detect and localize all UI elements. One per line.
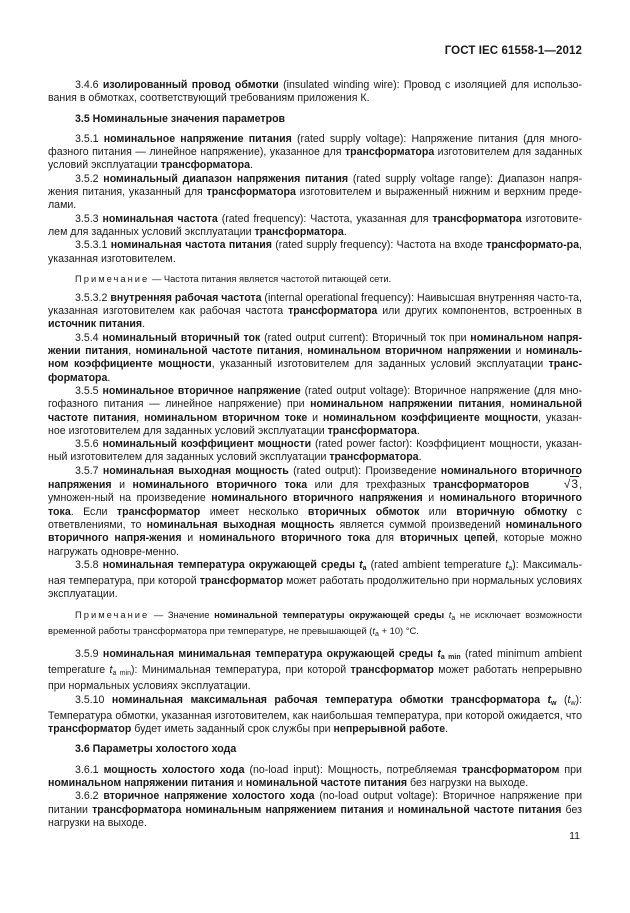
clause-text: и xyxy=(383,803,398,816)
term-ref: трансформатора xyxy=(432,212,522,225)
note-1 xyxy=(48,273,582,285)
symbol: t xyxy=(567,693,571,706)
term: номинальная выходная мощность xyxy=(102,464,289,477)
clause-text: или для трехфазных xyxy=(307,479,433,492)
clause-text: и xyxy=(234,777,246,790)
clause-text: , указан-ное изготовителем для заданных условий эксплуатации xyxy=(48,411,583,437)
symbol-subscript: a min xyxy=(440,653,461,661)
page-number: 11 xyxy=(569,830,580,842)
clause-text: ): Максималь-ная температура, при которой xyxy=(48,558,582,588)
clause-text: . xyxy=(418,451,422,464)
clause-text: (no-load output voltage): Вторичное напряжение при питании xyxy=(48,790,582,816)
symbol: t xyxy=(505,558,509,571)
clause-text: (no-load input): Мощность, потребляемая xyxy=(244,763,462,776)
clause-number: 3.5.3.1 xyxy=(75,239,111,252)
note-text: — Частота питания является частотой питающей сети. xyxy=(149,272,392,284)
clause-3-5-8 xyxy=(48,559,582,602)
clause-text: без нагрузки на выходе. xyxy=(407,777,529,790)
term-ref: номинального вторичного тока xyxy=(199,532,371,545)
term-ref: номинального вторичного напряжения xyxy=(211,492,423,505)
symbol-subscript: a xyxy=(362,564,367,572)
clause-text: изготовите-лем для заданных условий эксплуатации xyxy=(48,212,582,238)
clause-3-5-3-2 xyxy=(48,292,582,332)
clause-text: и xyxy=(181,532,199,545)
term-ref: трансформатор xyxy=(48,723,132,736)
term-ref: трансформатора xyxy=(206,186,296,199)
clause-3-5-10 xyxy=(48,694,582,737)
term: номинальный вторичный ток xyxy=(102,331,261,344)
symbol: t xyxy=(109,663,113,676)
clause-3-6-2 xyxy=(48,790,582,830)
standard-header: ГОСТ IEC 61558-1—2012 xyxy=(444,45,582,57)
term-ref: номинальном напря-жении питания xyxy=(48,331,582,358)
term-ref: источник питания xyxy=(48,318,143,331)
term-ref: трансформатора xyxy=(327,424,417,437)
term-ref: номинальной температуры окружающей среды xyxy=(214,608,445,620)
symbol-subscript: a xyxy=(375,630,379,638)
term: вторичное напряжение холостого хода xyxy=(103,790,315,803)
term: номинальная частота xyxy=(102,212,218,225)
note-text: + 10) °С. xyxy=(378,624,419,636)
note-label: Примечание xyxy=(75,608,150,620)
clause-text: с ответвлениями, то xyxy=(48,505,582,531)
clause-text: при xyxy=(559,763,582,776)
term: внутренняя рабочая частота xyxy=(110,291,262,304)
term-ref: трансформатор xyxy=(350,663,434,676)
term-ref: вторичных обмоток xyxy=(307,505,420,518)
clause-text: . xyxy=(445,723,449,736)
term-ref: трансформатора xyxy=(329,451,419,464)
clause-text: , xyxy=(501,398,510,411)
clause-text: (insulated winding wire): Провод с изоляцией для использо-вания в обмотках, соответствующий требованиям приложения К. xyxy=(48,79,582,105)
clause-3-6-1 xyxy=(48,764,582,791)
symbol-subscript: a xyxy=(508,564,513,572)
term-ref: трансформатора xyxy=(288,305,378,318)
clause-text: (rated supply voltage): Напряжение питания (для много-фазного питания — линейное напряжение), указанное для xyxy=(48,132,582,159)
clause-3-5-3-1 xyxy=(48,239,582,266)
clause-number: 3.6.2 xyxy=(75,790,104,803)
term-ref: трансформато-ра xyxy=(486,239,580,252)
term: номинальный диапазон напряжения питания xyxy=(103,172,349,185)
clause-number: 3.5.1 xyxy=(75,132,104,145)
symbol: t xyxy=(372,624,376,636)
clause-3-5-1 xyxy=(48,133,582,173)
clause-text: , xyxy=(299,345,308,358)
note-text: не исключает возможности временной работы трансформатора при температуре, не превышающей ( xyxy=(48,608,582,636)
clause-3-5-6 xyxy=(48,438,582,465)
clause-number: 3.5.4 xyxy=(75,331,103,344)
term-ref: номинальном вторичном токе xyxy=(144,411,308,424)
clause-text: изготовителем и выраженный нижним и верхним преде-лами. xyxy=(48,186,582,212)
term-ref: трансформатор xyxy=(116,505,201,518)
term-ref: трансформатора xyxy=(160,159,251,172)
clause-text: (rated output current): Вторичный ток при xyxy=(260,331,471,344)
clause-text: . xyxy=(416,424,420,437)
symbol-subscript: a min xyxy=(112,669,132,677)
clause-text: ): Температура обмотки, указанная изготовителем, как наибольшая температура, при которой ожидается, что xyxy=(48,693,582,722)
term-ref: трансформаторов xyxy=(432,479,530,492)
term-ref: номинальном коэффициенте мощности xyxy=(322,411,539,424)
term: номинальный коэффициент мощности xyxy=(102,438,312,451)
clause-text: (rated output voltage): Вторичное напряжение (для мно-гофазного питания — линейное напряжение) при xyxy=(48,384,582,411)
clause-text: , которые можно нагружать одновре-менно. xyxy=(48,532,582,558)
term: изолированный провод обмотки xyxy=(102,79,279,91)
clause-text: , xyxy=(128,345,136,358)
clause-number: 3.6.1 xyxy=(75,763,104,776)
clause-text: имеет несколько xyxy=(200,505,308,518)
clause-text: , умножен-ный на произведение xyxy=(48,479,583,505)
term-ref: номинальном вторичном напряжении xyxy=(307,345,511,358)
note-2 xyxy=(48,609,582,641)
clause-text: (rated supply frequency): Частота на входе xyxy=(271,239,487,252)
clause-text: . xyxy=(343,225,347,238)
term-ref: трансформатора xyxy=(344,146,435,159)
clause-text: и xyxy=(111,479,133,492)
clause-number: 3.5.7 xyxy=(75,464,103,477)
clause-text: , указанная изготовителем. xyxy=(48,239,582,265)
clause-text: для xyxy=(370,532,400,545)
clause-3-4-6 xyxy=(48,79,582,106)
symbol-subscript: a xyxy=(451,614,456,622)
clause-number: 3.5.3 xyxy=(75,212,103,225)
clause-3-5-3 xyxy=(48,213,582,240)
clause-3-5-2 xyxy=(48,173,582,213)
clause-3-5-5 xyxy=(48,385,582,438)
term: мощность холостого хода xyxy=(103,763,245,776)
clause-text: может работать продолжительно при нормальных условиях эксплуатации. xyxy=(48,575,582,601)
note-text: — Значение xyxy=(149,608,215,620)
clause-text: будет иметь заданный срок службы при xyxy=(131,723,334,736)
clause-text: без нагрузки на выходе. xyxy=(48,803,582,829)
clause-text: (rated ambient temperature xyxy=(366,558,506,571)
symbol-subscript: w xyxy=(551,699,557,707)
clause-text: . xyxy=(250,159,253,172)
clause-text: может работать непрерывно при нормальных условиях эксплуатации. xyxy=(48,663,583,693)
clause-3-5-4 xyxy=(48,332,582,385)
clause-number: 3.4.6 xyxy=(75,79,99,91)
term: номинальное вторичное напряжение xyxy=(102,384,301,397)
term-ref: трансформатором xyxy=(461,763,560,776)
term: номинальная минимальная температура окружающей среды xyxy=(102,647,438,660)
term-ref: номинальном напряжении питания xyxy=(48,777,235,790)
term-ref: номинальной частоте питания xyxy=(397,803,562,816)
symbol: t xyxy=(359,558,363,571)
term-ref: номинального вторичного тока xyxy=(132,479,308,492)
term: номинальное напряжение питания xyxy=(103,132,292,145)
document-body xyxy=(48,79,582,830)
clause-3-5-9 xyxy=(48,648,582,694)
clause-text: или xyxy=(419,505,457,518)
term: номинальная температура окружающей среды xyxy=(102,558,360,571)
note-label: Примечание xyxy=(75,272,150,284)
symbol: t xyxy=(547,693,552,706)
clause-text: (rated power factor): Коэффициент мощности, указан-ный изготовителем для заданных условий эксплуатации xyxy=(48,438,582,464)
term-ref: трансформатора xyxy=(254,225,344,238)
term-ref: номинальной частоте питания xyxy=(245,777,408,790)
clause-text: и xyxy=(511,345,526,358)
clause-text: или других компонентов, встроенных в xyxy=(377,305,583,318)
term-ref: вторичных цепей xyxy=(399,532,496,545)
clause-text: изготовителем для заданных условий эксплуатации xyxy=(48,146,582,172)
clause-text: ( xyxy=(556,693,568,706)
clause-number: 3.5.6 xyxy=(75,438,103,451)
clause-text: . xyxy=(107,371,111,384)
clause-text: (rated minimum ambient temperature xyxy=(48,647,582,676)
clause-text: ): Минимальная температура, при которой xyxy=(131,663,351,676)
clause-number: 3.5.10 xyxy=(75,693,112,706)
clause-3-5-7 xyxy=(48,465,582,559)
sqrt-symbol: √3 xyxy=(563,477,579,492)
sqrt-value: 3 xyxy=(571,477,579,492)
clause-text: . Если xyxy=(70,505,117,518)
term-ref: номинальной частоте питания xyxy=(135,345,300,358)
term-ref: трансформатора номинальным напряжением питания xyxy=(92,803,384,816)
clause-text: и xyxy=(307,411,323,424)
term-ref: непрерывной работе xyxy=(333,723,446,736)
term-ref: номиналь-ном коэффициенте мощности xyxy=(48,345,583,371)
term: номинальная частота питания xyxy=(110,239,272,252)
clause-number: 3.5.3.2 xyxy=(75,291,111,304)
term-ref: трансформатор xyxy=(199,575,284,588)
term-ref: номинального вторичного напряжения xyxy=(48,464,582,492)
clause-number: 3.5.8 xyxy=(75,558,103,571)
clause-text: . xyxy=(142,318,146,331)
clause-number: 3.5.5 xyxy=(75,384,103,397)
clause-text: , xyxy=(136,411,145,424)
section-3-5-heading: 3.5 Номинальные значения параметров xyxy=(75,112,286,125)
clause-number: 3.5.9 xyxy=(75,647,103,660)
clause-text: , указанный изготовителем для заданных условий эксплуатации xyxy=(211,358,549,371)
symbol: t xyxy=(444,608,452,620)
term-ref: номинальном напряжении питания xyxy=(310,398,502,411)
term-ref: номинального вторичного напря-жения xyxy=(48,518,582,545)
clause-text: и xyxy=(422,492,440,505)
clause-text: (rated frequency): Частота, указанная для xyxy=(217,212,433,225)
clause-text: (rated output): Произведение xyxy=(288,464,441,477)
clause-text: (rated supply voltage range): Диапазон напря-жения питания, указанный для xyxy=(48,172,582,199)
symbol-subscript: w xyxy=(570,699,576,707)
term-ref: номинального вторичного тока xyxy=(48,492,583,518)
symbol: t xyxy=(437,647,441,660)
term-ref: транс-форматора xyxy=(48,358,582,384)
clause-number: 3.5.2 xyxy=(75,172,104,185)
term-ref: номинальная выходная мощность xyxy=(146,518,335,531)
term: номинальная максимальная рабочая температура обмотки трансформатора xyxy=(111,693,548,706)
clause-text: (internal operational frequency): Наивысшая внутренняя часто-та, указанная изготовителем как рабочая частота xyxy=(48,291,582,318)
term-ref: вторичную обмотку xyxy=(456,505,568,518)
clause-text: является суммой произведений xyxy=(334,518,506,531)
section-3-6-heading: 3.6 Параметры холостого хода xyxy=(75,743,237,756)
term-ref: номинальной частоте питания xyxy=(48,398,582,424)
